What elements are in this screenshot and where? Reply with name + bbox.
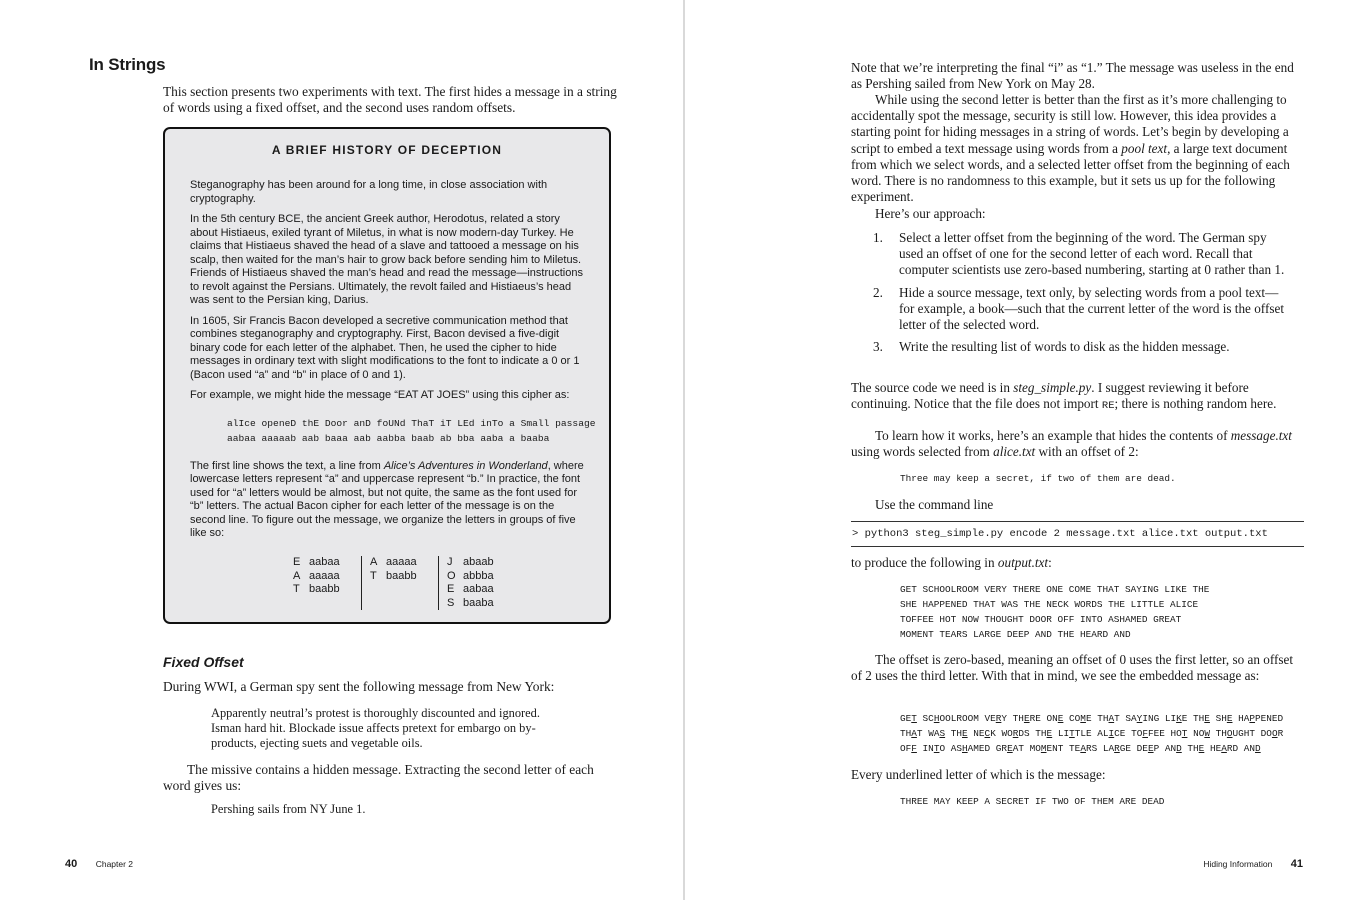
filename: steg_simple.py bbox=[1013, 380, 1092, 395]
code-word: SAYING bbox=[1125, 713, 1160, 724]
code-word: THAT bbox=[900, 728, 923, 739]
code-word: DOOR bbox=[1260, 728, 1284, 739]
cipher-code: aabaa bbox=[463, 583, 494, 596]
filename: message.txt bbox=[1230, 428, 1292, 443]
paragraph bbox=[851, 92, 1304, 205]
cipher-letter: T bbox=[370, 569, 377, 582]
code-word: HOT bbox=[1170, 728, 1188, 739]
paragraph: Every underlined letter of which is the message: bbox=[851, 767, 1106, 782]
cipher-code: baabb bbox=[309, 583, 340, 596]
cipher-code: aabaa bbox=[309, 556, 340, 568]
code-word: LIKE bbox=[1164, 713, 1188, 724]
paragraph: Use the command line bbox=[875, 497, 994, 512]
cipher-table bbox=[285, 556, 515, 610]
cipher-letter: T bbox=[293, 583, 300, 596]
text-span: , a large text document from which we select words, and a selected letter offset from the beginning of each word. There is no randomness to this example, but it sets us up for the following experiment. bbox=[851, 140, 1290, 205]
step-number: 2. bbox=[873, 284, 883, 300]
code-word: LARGE bbox=[1102, 743, 1132, 754]
cipher-letter: A bbox=[293, 569, 301, 582]
cipher-column bbox=[285, 556, 361, 610]
cipher-letter: S bbox=[447, 596, 455, 609]
code-line bbox=[900, 741, 1283, 756]
left-page bbox=[0, 0, 683, 900]
text-span: The first line shows the text, a line from bbox=[190, 459, 384, 472]
output-code-block bbox=[900, 582, 1209, 642]
code-word: THE bbox=[1187, 743, 1205, 754]
sidebar-paragraph: In the 5th century BCE, the ancient Greek author, Herodotus, related a story about Histiaeus, exiled tyrant of Miletus, in what is now modern-day Turkey. He claims that Histiaeus shaved the head of a slave and tattooed a message on his scalp, then waited for the man’s hair to grow back before sending him to Miletus. Friends of Histiaeus shaved the man’s head and read the message—instructions to revolt against the Persians. Ultimately, the revolt failed and Histiaeus’s head was sent to the Persian king, Darius. bbox=[190, 213, 583, 306]
step-item bbox=[873, 230, 1293, 279]
section-title: In Strings bbox=[89, 55, 166, 74]
step-text: Hide a source message, text only, by selecting words from a pool text—for example, a book—such that the current letter of the word is the offset letter of the selected word. bbox=[899, 284, 1285, 333]
inline-code: RE bbox=[1101, 400, 1115, 413]
code-word: WORDS bbox=[1001, 728, 1030, 739]
sidebar-title: A BRIEF HISTORY OF DECEPTION bbox=[271, 143, 503, 157]
code-word: AND bbox=[1164, 743, 1182, 754]
code-word: LITTLE bbox=[1057, 728, 1092, 739]
text-span: To learn how it works, here’s an example that hides the contents of bbox=[875, 428, 1231, 443]
code-word: THAT bbox=[1097, 713, 1120, 724]
paragraph: During WWI, a German spy sent the following message from New York: bbox=[163, 679, 555, 694]
step-number: 3. bbox=[873, 339, 883, 355]
code-word: THE bbox=[950, 728, 968, 739]
paragraph bbox=[851, 428, 1304, 460]
page-number: 41 bbox=[1290, 858, 1303, 870]
code-word: MOMENT bbox=[1029, 743, 1064, 754]
paragraph bbox=[851, 555, 1304, 571]
code-line bbox=[900, 726, 1283, 741]
cipher-letter: J bbox=[447, 556, 453, 568]
code-word: THE bbox=[1193, 713, 1210, 724]
text-span: with an offset of 2: bbox=[1035, 444, 1139, 460]
step-text: Select a letter offset from the beginning of the word. The German spy used an offset of one for the second letter of each word. Recall that computer scientists use zero-based numbering, starting at 0 rather than 1. bbox=[899, 230, 1285, 278]
bacon-code-block bbox=[227, 416, 596, 446]
code-line: aabaa aaaaab aab baaa aab aabba baab ab bba aaba a baaba bbox=[227, 432, 550, 444]
subsection-title: Fixed Offset bbox=[163, 654, 244, 670]
code-line: MOMENT TEARS LARGE DEEP AND THE HEARD AND bbox=[900, 629, 1131, 640]
block-quote: Pershing sails from NY June 1. bbox=[211, 802, 366, 816]
code-word: NECK bbox=[973, 728, 996, 739]
cipher-code: abbba bbox=[463, 569, 494, 582]
term: pool text bbox=[1121, 140, 1168, 156]
code-word: ONE bbox=[1046, 713, 1064, 724]
chapter-label: Chapter 2 bbox=[95, 859, 134, 869]
code-word: TEARS bbox=[1069, 743, 1098, 754]
code-line: GET SCHOOLROOM VERY THERE ONE COME THAT SAYING LIKE THE bbox=[900, 584, 1210, 595]
embedded-code-block bbox=[900, 711, 1283, 756]
code-word: THERE bbox=[1012, 713, 1041, 724]
sidebar-box bbox=[163, 127, 611, 624]
code-word: DEEP bbox=[1136, 743, 1160, 754]
page-number: 40 bbox=[65, 858, 78, 870]
step-text: Write the resulting list of words to disk as the hidden message. bbox=[899, 339, 1230, 355]
cipher-code: aaaaa bbox=[309, 569, 340, 582]
sidebar-paragraph: For example, we might hide the message “EAT AT JOES” using this cipher as: bbox=[190, 389, 570, 401]
code-word: THE bbox=[1035, 728, 1053, 739]
chapter-label: Hiding Information bbox=[1203, 859, 1273, 869]
code-line bbox=[900, 711, 1283, 726]
cipher-column bbox=[438, 556, 515, 610]
paragraph: Here’s our approach: bbox=[875, 206, 986, 221]
text-span: , where lowercase letters represent “a” and uppercase represent “b.” In practice, the font used for “a” letters would be almost, but not quite, the same as the font used for “b” letters. The actual Bacon cipher for each letter of the message is on the second line. To figure out the message, we organize the letters in groups of five like so: bbox=[190, 459, 584, 539]
cipher-code: baabb bbox=[386, 569, 417, 582]
code-line: TOFFEE HOT NOW THOUGHT DOOR OFF INTO ASHAMED GREAT bbox=[900, 614, 1182, 625]
cipher-code: baaba bbox=[463, 596, 494, 609]
text-span: using words selected from bbox=[851, 444, 994, 460]
text-span: ; there is nothing random here. bbox=[1114, 396, 1277, 412]
cipher-code: aaaaa bbox=[386, 556, 417, 568]
code-word: THOUGHT bbox=[1215, 728, 1256, 739]
page-footer bbox=[1203, 854, 1303, 872]
sidebar-body bbox=[190, 179, 596, 548]
code-word: HEARD bbox=[1209, 743, 1239, 754]
cipher-letter: O bbox=[447, 569, 456, 582]
paragraph: The missive contains a hidden message. Extracting the second letter of each word gives us: bbox=[163, 762, 594, 794]
code-word: HAPPENED bbox=[1238, 713, 1284, 724]
code-block: Three may keep a secret, if two of them are dead. bbox=[900, 473, 1176, 484]
text-span: . I suggest reviewing it before continuing. Notice that the file does not import bbox=[851, 380, 1249, 412]
code-word: NOW bbox=[1193, 728, 1210, 739]
code-line: alIce openeD thE Door anD foUNd ThaT iT LEd inTo a Small passage bbox=[227, 417, 596, 429]
page-footer bbox=[65, 854, 133, 872]
code-word: GET bbox=[900, 713, 917, 724]
code-word: GREAT bbox=[995, 743, 1024, 754]
sidebar-paragraph: Steganography has been around for a long time, in close association with cryptography. bbox=[190, 179, 548, 205]
paragraph bbox=[851, 380, 1304, 414]
code-word: ASHAMED bbox=[950, 743, 991, 754]
text-span: : bbox=[1048, 555, 1052, 570]
code-word: AND bbox=[1243, 743, 1261, 754]
code-word: OFF bbox=[900, 743, 917, 754]
hidden-message-code: THREE MAY KEEP A SECRET IF TWO OF THEM ARE DEAD bbox=[900, 796, 1165, 807]
cipher-column bbox=[361, 556, 438, 610]
block-quote: Apparently neutral’s protest is thoroughly discounted and ignored. Isman hard hit. Blockade issue affects pretext for embargo on by-products, ejecting suets and vegetable oils. bbox=[211, 706, 540, 750]
cipher-letter: E bbox=[293, 556, 301, 568]
code-word: TOFFEE bbox=[1131, 728, 1165, 739]
text-span: to produce the following in bbox=[851, 555, 998, 570]
code-line: SHE HAPPENED THAT WAS THE NECK WORDS THE LITTLE ALICE bbox=[900, 599, 1199, 610]
text-span: The source code we need is in bbox=[851, 380, 1014, 395]
steps-list bbox=[873, 230, 1293, 361]
code-word: WAS bbox=[928, 728, 946, 739]
book-title: Alice’s Adventures in Wonderland bbox=[383, 459, 548, 472]
step-number: 1. bbox=[873, 230, 883, 245]
command-line: > python3 steg_simple.py encode 2 message.txt alice.txt output.txt bbox=[851, 521, 1304, 547]
sidebar-paragraph: In 1605, Sir Francis Bacon developed a secretive communication method that combines steganography and cryptography. First, Bacon devised a five-digit binary code for each letter of the alphabet. Then, he used the cipher to hide messages in ordinary text with slight modifications to the font to indicate a 0 or 1 (Bacon used “a” and “b” in place of 0 and 1). bbox=[190, 314, 580, 381]
filename: alice.txt bbox=[993, 444, 1036, 460]
step-item bbox=[873, 339, 1293, 355]
code-word: ALICE bbox=[1097, 728, 1126, 739]
intro-paragraph: This section presents two experiments with text. The first hides a message in a string of words using a fixed offset, and the second uses random offsets. bbox=[163, 84, 617, 116]
code-word: SHE bbox=[1215, 713, 1233, 724]
cipher-letter: A bbox=[370, 556, 378, 568]
code-word: COME bbox=[1069, 713, 1092, 724]
step-item bbox=[873, 285, 1293, 334]
filename: output.txt bbox=[997, 555, 1049, 570]
code-word: SCHOOLROOM bbox=[922, 713, 979, 724]
code-word: INTO bbox=[922, 743, 946, 754]
paragraph: The offset is zero-based, meaning an offset of 0 uses the first letter, so an offset of 2 uses the third letter. With that in mind, we see the embedded message as: bbox=[851, 652, 1294, 684]
text-span: While using the second letter is better than the first as it’s more challenging to accidentally spot the message, security is still low. However, this idea provides a starting point for hiding messages in a string of words. Let’s begin by developing a script to embed a text message using words from a bbox=[851, 92, 1289, 156]
cipher-code: abaab bbox=[463, 556, 494, 568]
paragraph: Note that we’re interpreting the final “i” as “1.” The message was useless in the end as Pershing sailed from New York on May 28. bbox=[851, 60, 1294, 92]
sidebar-paragraph bbox=[190, 460, 590, 541]
cipher-letter: E bbox=[447, 583, 455, 596]
code-word: VERY bbox=[984, 713, 1008, 724]
right-page bbox=[685, 0, 1369, 900]
